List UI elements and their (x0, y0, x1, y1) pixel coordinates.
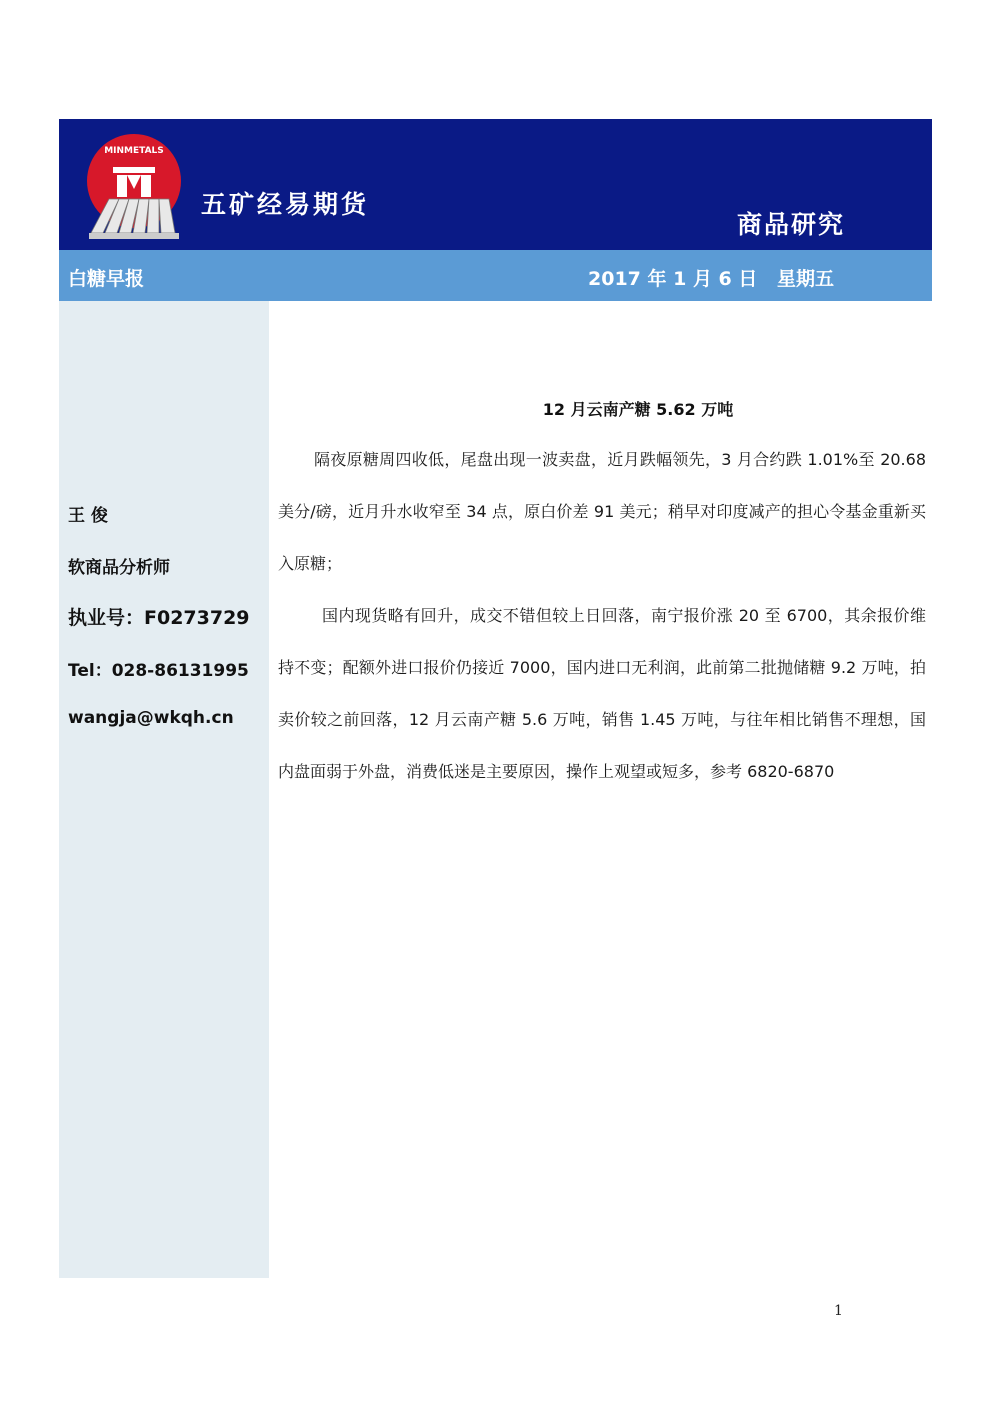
analyst-license: 执业号：F0273729 (68, 607, 250, 629)
minmetals-logo-icon (81, 133, 187, 241)
report-date: 2017 年 1 月 6 日 (588, 268, 758, 290)
page-number: 1 (834, 1303, 843, 1319)
report-weekday: 星期五 (777, 268, 835, 290)
article-paragraph: 隔夜原糖周四收低，尾盘出现一波卖盘，近月跌幅领先，3 月合约跌 1.01%至 20.68 美分/磅，近月升水收窄至 34 点，原白价差 91 美元；稍早对印度减产的担心令基金重新买入原糖； (278, 450, 926, 573)
svg-text:MINMETALS: MINMETALS (104, 146, 164, 156)
article-paragraph: 国内现货略有回升，成交不错但较上日回落，南宁报价涨 20 至 6700，其余报价维持不变；配额外进口报价仍接近 7000，国内进口无利润，此前第二批抛储糖 9.2 万吨，拍卖价较之前回落，12 月云南产糖 5.6 万吨，销售 1.45 万吨，与往年相比销售不理想，国内盘面弱于外盘，消费低迷是主要原因，操作上观望或短多，参考 6820-6870 (278, 606, 926, 781)
analyst-name: 王 俊 (68, 506, 108, 526)
analyst-phone: Tel：028-86131995 (68, 661, 249, 681)
analyst-email[interactable]: wangja@wkqh.cn (68, 708, 234, 728)
analyst-sidebar (59, 301, 269, 1278)
section-title: 商品研究 (737, 210, 846, 239)
header-banner (59, 119, 932, 250)
article-title: 12 月云南产糖 5.62 万吨 (542, 400, 734, 419)
report-subbar (59, 250, 932, 301)
analyst-title: 软商品分析师 (68, 558, 170, 578)
report-name: 白糖早报 (68, 268, 145, 290)
company-name: 五矿经易期货 (201, 190, 370, 219)
